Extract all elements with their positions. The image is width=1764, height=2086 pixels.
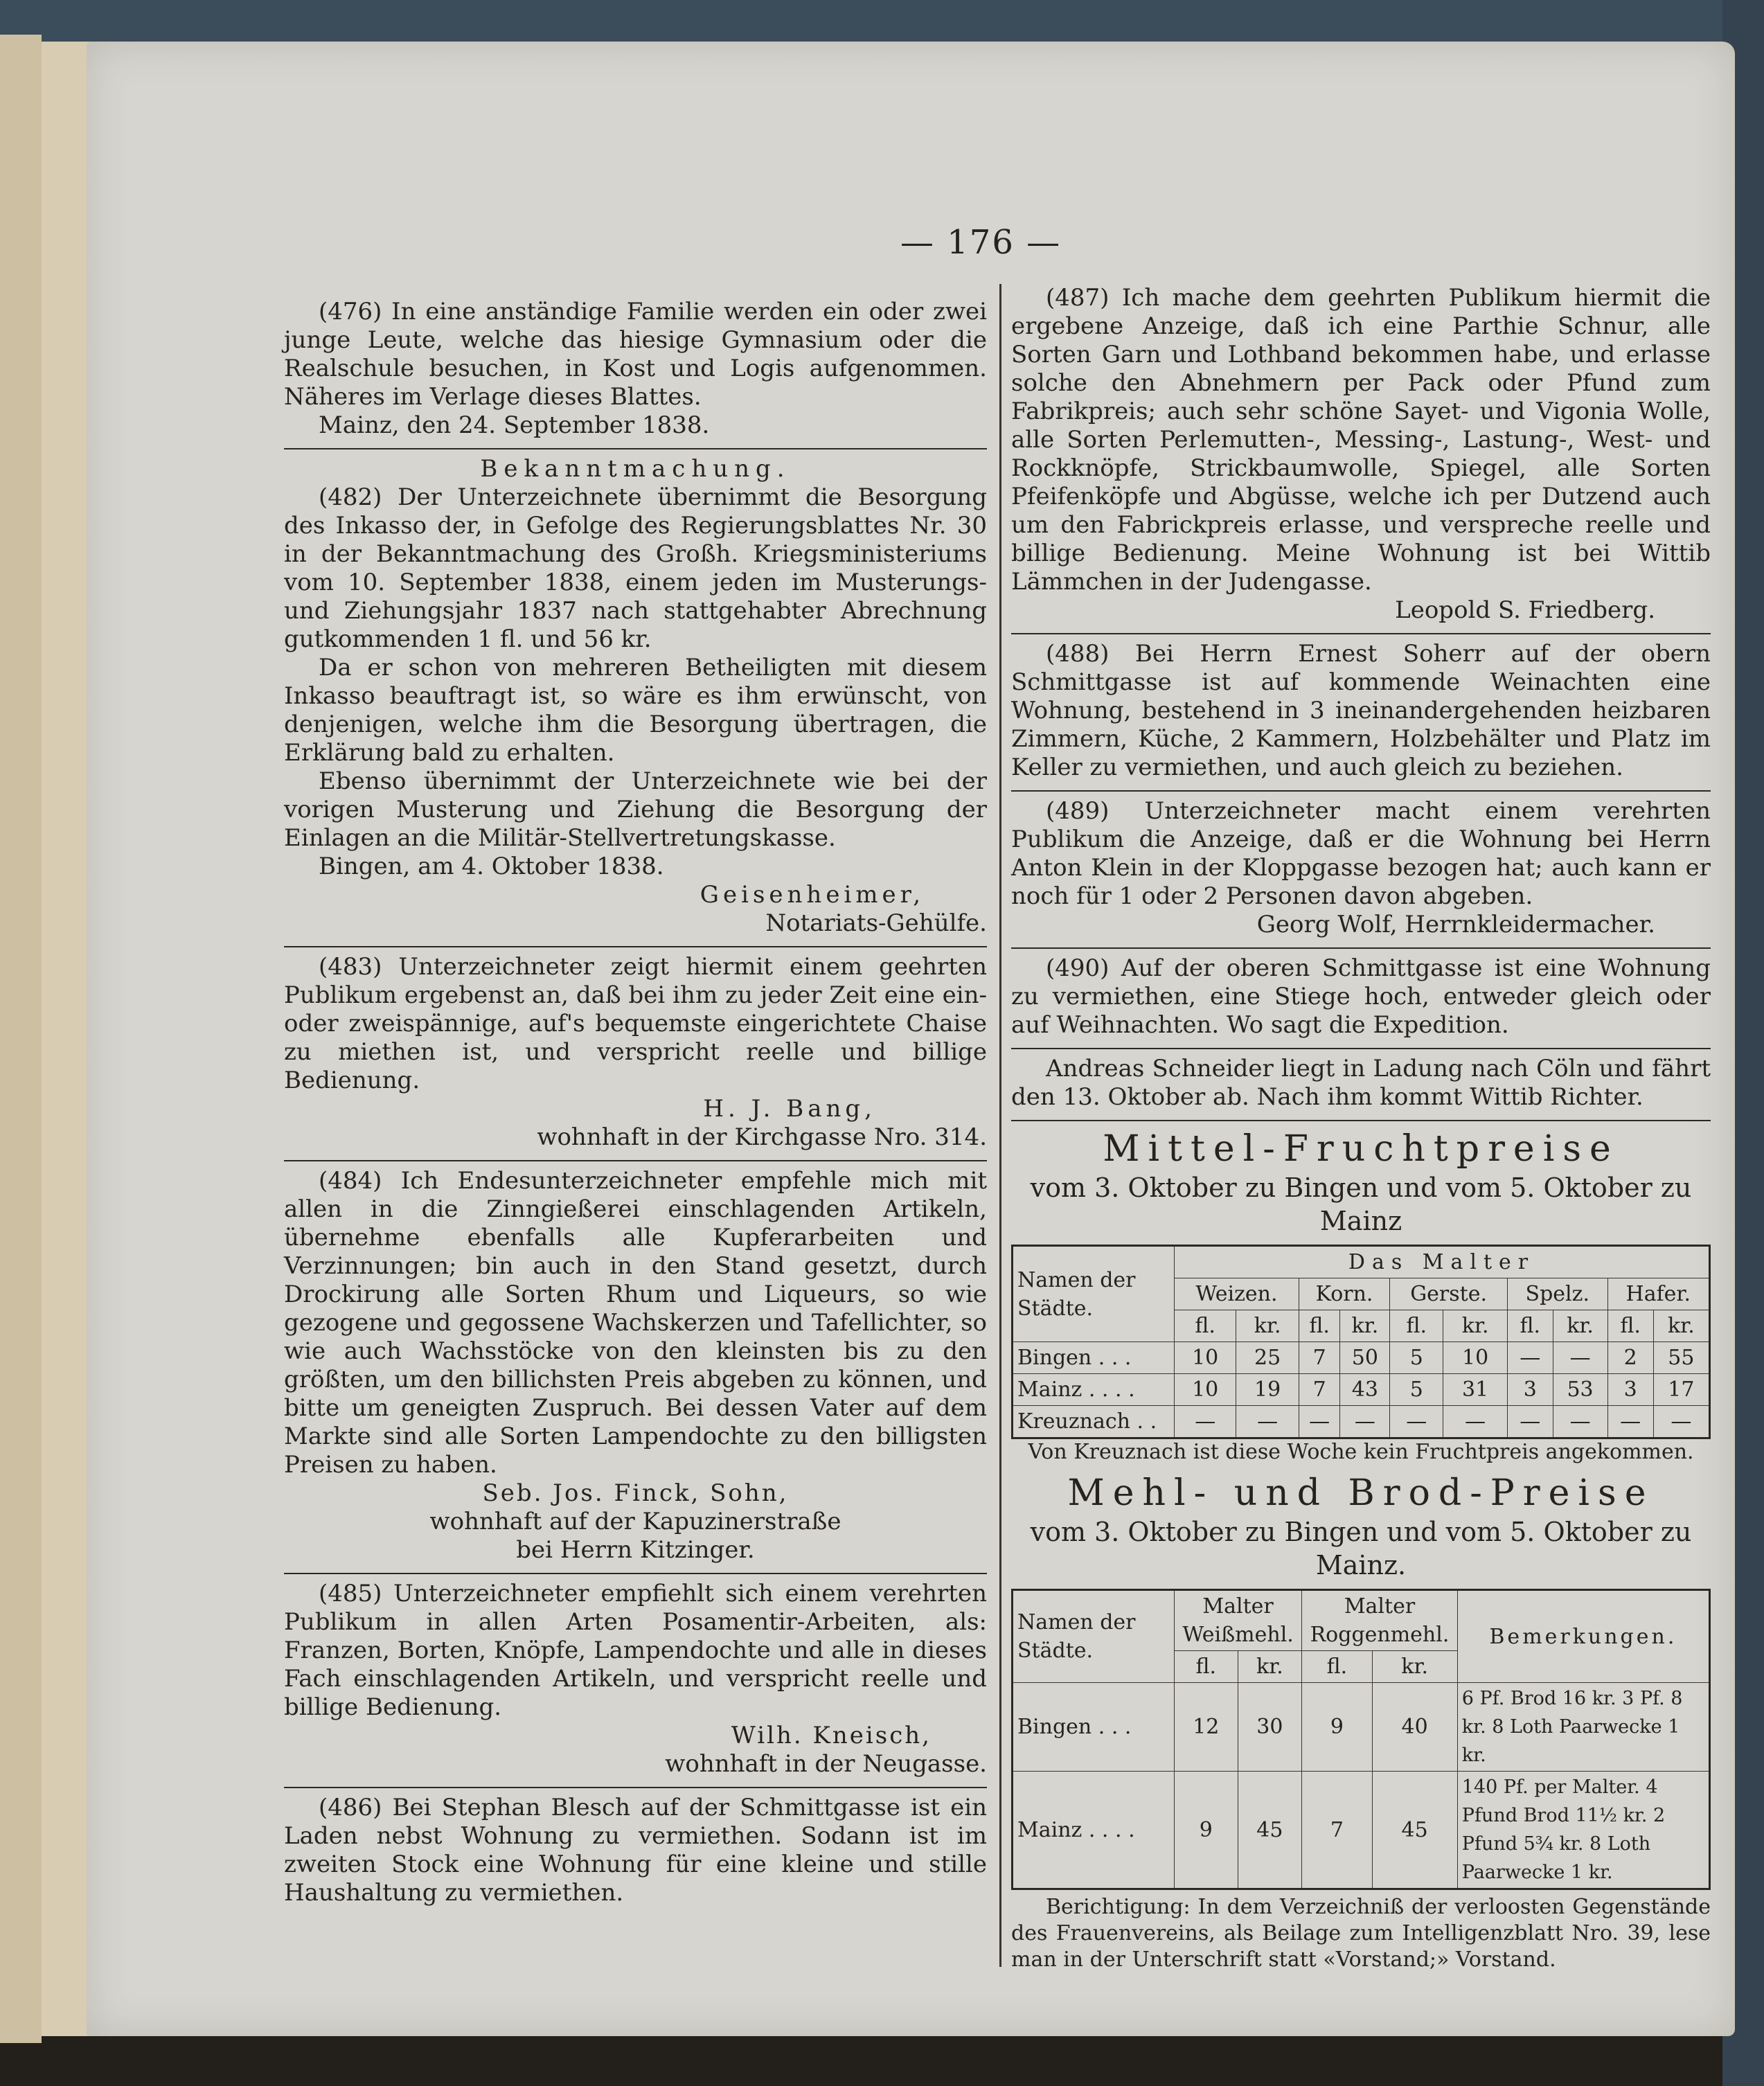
signature-address: wohnhaft in der Kirchgasse Nro. 314. (537, 1123, 987, 1151)
cell: — (1390, 1406, 1443, 1438)
cell: 40 (1372, 1683, 1457, 1772)
cell: — (1340, 1406, 1390, 1438)
row-city: Kreuznach . . (1013, 1406, 1175, 1438)
unit-label: kr. (1238, 1651, 1302, 1683)
unit-label: kr. (1340, 1310, 1390, 1342)
unit-label: kr. (1653, 1310, 1709, 1342)
cell: 45 (1372, 1772, 1457, 1889)
col-header-city: Namen der Städte. (1013, 1246, 1175, 1342)
cell: 5 (1390, 1374, 1443, 1406)
cell: 55 (1653, 1342, 1709, 1374)
table-row (1013, 1772, 1710, 1889)
cell: 7 (1302, 1772, 1372, 1889)
signature-address: wohnhaft in der Neugasse. (665, 1750, 987, 1778)
divider-rule (284, 1787, 987, 1788)
cell: 10 (1175, 1374, 1236, 1406)
ad-text: (482) Der Unterzeichnete übernimmt die Besorgung des Inkasso der, in Gefolge des Regierungsblattes Nr. 30 in der Bekanntmachung des Großh. Kriegsministeriums vom 10. September 1838, einem jeden im Musterungs- und Ziehungsjahr 1837 nach stattgehabter Abrechnung gutkommenden 1 fl. und 56 kr. (284, 483, 987, 653)
page-stack-edge (0, 35, 42, 2043)
grain-price-table (1011, 1245, 1711, 1439)
cell: 17 (1653, 1374, 1709, 1406)
col-header: Spelz. (1507, 1278, 1607, 1310)
divider-rule (284, 1160, 987, 1161)
table-note: Von Kreuznach ist diese Woche kein Fruchtpreis angekommen. (1028, 1440, 1694, 1464)
unit-label: kr. (1372, 1651, 1457, 1683)
grain-prices-title: Mittel-Fruchtpreise (1103, 1128, 1619, 1170)
ad-476 (284, 298, 987, 443)
col-header-group: Das Malter (1175, 1246, 1710, 1278)
cell: — (1553, 1406, 1607, 1438)
remark-cell: 140 Pf. per Malter. 4 Pfund Brod 11½ kr. 2 Pfund 5¾ kr. 8 Loth Paarwecke 1 kr. (1457, 1772, 1709, 1889)
cell: 30 (1238, 1683, 1302, 1772)
row-city: Mainz . . . . (1013, 1374, 1175, 1406)
signature: Leopold S. Friedberg. (1395, 596, 1655, 624)
divider-rule (1011, 1048, 1711, 1049)
ad-text: Da er schon von mehreren Betheiligten mit diesem Inkasso beauftragt ist, so wäre es ihm erwünscht, von denjenigen, welche ihm die Besorgung übertragen, die Erklärung bald zu erhalten. (284, 654, 987, 767)
ad-487 (1011, 284, 1711, 627)
col-header: Korn. (1299, 1278, 1389, 1310)
col-header: Malter Roggenmehl. (1302, 1590, 1458, 1651)
page-number: — 176 — (900, 223, 1062, 262)
ad-text: (486) Bei Stephan Blesch auf der Schmittgasse ist ein Laden nebst Wohnung zu vermiethen. Sodann ist im zweiten Stock eine Wohnung für eine kleine und stille Haushaltung zu vermiethen. (284, 1794, 987, 1907)
divider-rule (284, 1573, 987, 1574)
cell: 5 (1390, 1342, 1443, 1374)
col-header: Bemerkungen. (1457, 1590, 1709, 1683)
unit-label: fl. (1175, 1651, 1238, 1683)
unit-label: fl. (1390, 1310, 1443, 1342)
cell: 10 (1175, 1342, 1236, 1374)
grain-prices (1011, 1127, 1711, 1465)
signature: Georg Wolf, Herrnkleidermacher. (1256, 911, 1655, 938)
cell: — (1236, 1406, 1299, 1438)
cell: 19 (1236, 1374, 1299, 1406)
cell: 9 (1175, 1772, 1238, 1889)
signature-address: bei Herrn Kitzinger. (516, 1536, 755, 1564)
cell: 7 (1299, 1342, 1340, 1374)
table-row (1013, 1342, 1710, 1374)
ad-484 (284, 1167, 987, 1567)
signature: Wilh. Kneisch, (731, 1722, 932, 1749)
divider-rule (284, 946, 987, 947)
ad-490 (1011, 954, 1711, 1042)
cell: 25 (1236, 1342, 1299, 1374)
ad-485 (284, 1580, 987, 1781)
bread-price-table (1011, 1589, 1711, 1890)
shipping-notice (1011, 1055, 1711, 1114)
ad-text: (485) Unterzeichneter empfiehlt sich einem verehrten Publikum in allen Arten Posamentir-Arbeiten, als: Franzen, Borten, Knöpfe, Lampendochte und alle in dieses Fach einschlagenden Artikeln, und verspricht reelle und billige Bedienung. (284, 1580, 987, 1721)
unit-label: kr. (1553, 1310, 1607, 1342)
col-header: Weizen. (1175, 1278, 1299, 1310)
left-column (284, 298, 987, 1910)
cell: — (1507, 1342, 1553, 1374)
row-city: Bingen . . . (1013, 1342, 1175, 1374)
signature-title: Notariats-Gehülfe. (765, 909, 987, 937)
divider-rule (1011, 1120, 1711, 1121)
remark-cell: 6 Pf. Brod 16 kr. 3 Pf. 8 kr. 8 Loth Paarwecke 1 kr. (1457, 1683, 1709, 1772)
cell: 12 (1175, 1683, 1238, 1772)
signature: H. J. Bang, (703, 1095, 876, 1123)
ad-text: (490) Auf der oberen Schmittgasse ist eine Wohnung zu vermiethen, eine Stiege hoch, entweder gleich oder auf Weihnachten. Wo sagt die Expedition. (1011, 954, 1711, 1039)
correction-notice: Berichtigung: In dem Verzeichniß der verloosten Gegenstände des Frauenvereins, als Beilage zum Intelligenzblatt Nro. 39, lese man in der Unterschrift statt «Vorstand;» Vorstand. (1011, 1895, 1711, 1972)
ad-text: (483) Unterzeichneter zeigt hiermit einem geehrten Publikum ergebenst an, daß bei ihm zu jeder Zeit eine ein- oder zweispännige, auf's bequemste eingerichtete Chaise zu miethen ist, und verspricht reelle und billige Bedienung. (284, 953, 987, 1094)
ad-text: (484) Ich Endesunterzeichneter empfehle mich mit allen in die Zinngießerei einschlagenden Artikeln, übernehme ebenfalls alle Kupferarbeiten und Verzinnungen; bin auch in den Stand gesetzt, durch Drockirung alle Sorten Rhum und Liqueurs, so wie gezogene und gegossene Wachskerzen und Tafellichter, so wie auch Wachsstöcke von den kleinsten bis zu den größten, um den billichsten Preis abgeben zu können, und bitte um geneigten Zuspruch. Bei dessen Vater auf dem Markte sind alle Sorten Lampendochte zu den billigsten Preisen zu haben. (284, 1167, 987, 1479)
divider-rule (1011, 947, 1711, 949)
cell: 31 (1443, 1374, 1508, 1406)
cell: 53 (1553, 1374, 1607, 1406)
table-row (1013, 1683, 1710, 1772)
ad-text: (489) Unterzeichneter macht einem verehrten Publikum die Anzeige, daß er die Wohnung bei Herrn Anton Klein in der Kloppgasse bezogen hat; auch kann er noch für 1 oder 2 Personen davon abgeben. (1011, 797, 1711, 910)
col-header: Malter Weißmehl. (1175, 1590, 1302, 1651)
signature-address: wohnhaft auf der Kapuzinerstraße (429, 1508, 841, 1535)
place-date: Mainz, den 24. September 1838. (319, 411, 710, 439)
cell: — (1507, 1406, 1553, 1438)
grain-prices-subtitle: vom 3. Oktober zu Bingen und vom 5. Oktober zu Mainz (1030, 1173, 1692, 1236)
signature: Seb. Jos. Finck, Sohn, (482, 1479, 789, 1507)
ad-heading: Bekanntmachung. (480, 455, 791, 483)
page-stack-edge-inner (42, 42, 91, 2036)
cell: — (1653, 1406, 1709, 1438)
cell: 10 (1443, 1342, 1508, 1374)
cell: — (1175, 1406, 1236, 1438)
ad-text: (476) In eine anständige Familie werden ein oder zwei junge Leute, welche das hiesige Gymnasium oder die Realschule besuchen, in Kost und Logis aufgenommen. Näheres im Verlage dieses Blattes. (284, 298, 987, 411)
divider-rule (1011, 633, 1711, 634)
table-row (1013, 1406, 1710, 1438)
ad-488 (1011, 640, 1711, 785)
column-divider (999, 284, 1001, 1967)
unit-label: fl. (1607, 1310, 1653, 1342)
ad-482 (284, 455, 987, 941)
divider-rule (1011, 790, 1711, 792)
place-date: Bingen, am 4. Oktober 1838. (319, 853, 664, 880)
cell: 3 (1607, 1374, 1653, 1406)
divider-rule (284, 448, 987, 449)
signature: Geisenheimer, (700, 881, 925, 909)
unit-label: fl. (1299, 1310, 1340, 1342)
ad-text: (487) Ich mache dem geehrten Publikum hiermit die ergebene Anzeige, daß ich eine Parthie Schnur, alle Sorten Garn und Lothband bekommen habe, und erlasse solche den Abnehmern per Pack oder Pfund zum Fabrikpreis; auch sehr schöne Sayet- und Vigonia Wolle, alle Sorten Perlemutten-, Messing-, Lastung-, West- und Rockknöpfe, Strickbaumwolle, Spiegel, alle Sorten Pfeifenköpfe und Abgüsse, welche ich per Dutzend auch um den Fabrickpreis erlasse, und verspreche reelle und billige Bedienung. Meine Wohnung ist bei Wittib Lämmchen in der Judengasse. (1011, 284, 1711, 596)
unit-label: fl. (1507, 1310, 1553, 1342)
cell: — (1443, 1406, 1508, 1438)
col-header: Hafer. (1607, 1278, 1709, 1310)
right-column (1011, 284, 1711, 1973)
notice-text: Andreas Schneider liegt in Ladung nach Cöln und fährt den 13. Oktober ab. Nach ihm kommt Wittib Richter. (1011, 1055, 1711, 1111)
ad-486 (284, 1794, 987, 1910)
col-header: Gerste. (1390, 1278, 1508, 1310)
cell: — (1607, 1406, 1653, 1438)
cell: 45 (1238, 1772, 1302, 1889)
ad-489 (1011, 797, 1711, 942)
unit-label: kr. (1443, 1310, 1508, 1342)
cell: 43 (1340, 1374, 1390, 1406)
cell: — (1553, 1342, 1607, 1374)
unit-label: fl. (1302, 1651, 1372, 1683)
unit-label: kr. (1236, 1310, 1299, 1342)
ad-483 (284, 953, 987, 1155)
ad-text: Ebenso übernimmt der Unterzeichnete wie bei der vorigen Musterung und Ziehung die Besorgung der Einlagen an die Militär-Stellvertretungskasse. (284, 767, 987, 852)
table-row (1013, 1374, 1710, 1406)
ad-text: (488) Bei Herrn Ernest Soherr auf der obern Schmittgasse ist auf kommende Weinachten eine Wohnung, bestehend in 3 ineinandergehenden heizbaren Zimmern, Küche, 2 Kammern, Holzbehälter und Platz im Keller zu vermiethen, und auch gleich zu beziehen. (1011, 640, 1711, 781)
cell: 50 (1340, 1342, 1390, 1374)
bread-prices (1011, 1471, 1711, 1973)
row-city: Mainz . . . . (1013, 1772, 1175, 1889)
cell: 3 (1507, 1374, 1553, 1406)
unit-label: fl. (1175, 1310, 1236, 1342)
cell: 9 (1302, 1683, 1372, 1772)
cell: 7 (1299, 1374, 1340, 1406)
row-city: Bingen . . . (1013, 1683, 1175, 1772)
bread-prices-subtitle: vom 3. Oktober zu Bingen und vom 5. Oktober zu Mainz. (1030, 1517, 1692, 1580)
cell: 2 (1607, 1342, 1653, 1374)
col-header-city: Namen der Städte. (1013, 1590, 1175, 1683)
cell: — (1299, 1406, 1340, 1438)
bread-prices-title: Mehl- und Brod-Preise (1067, 1472, 1655, 1514)
